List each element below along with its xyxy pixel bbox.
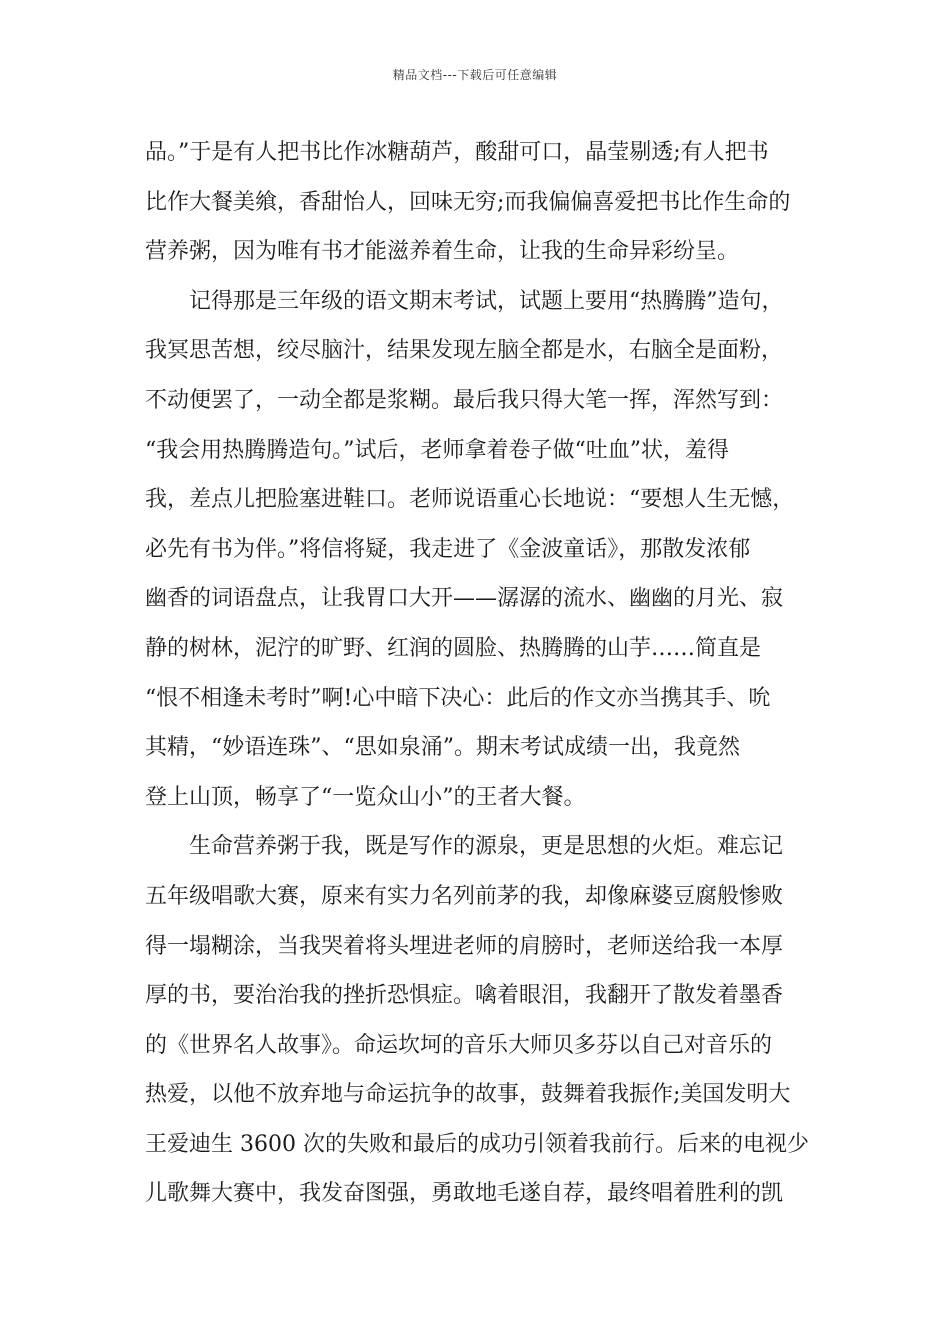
text-line: 不动便罢了，一动全都是浆糊。最后我只得大笔一挥，浑然写到： [145,387,784,413]
text-line: 厚的书，要治治我的挫折恐惧症。噙着眼泪，我翻开了散发着墨香 [145,983,784,1009]
text-line: 必先有书为伴。”将信将疑，我走进了《金波童话》，那散发浓郁 [145,536,751,562]
document-body [145,128,811,1219]
text-line: 王爱迪生 3600 次的失败和最后的成功引领着我前行。后来的电视少 [145,1131,809,1157]
text-line: 我，差点儿把脸塞进鞋口。老师说语重心长地说：“要想人生无憾， [145,487,795,513]
text-line: 登上山顶，畅享了“一览众山小”的王者大餐。 [145,784,586,810]
text-line: 的《世界名人故事》。命运坎坷的音乐大师贝多芬以自己对音乐的 [145,1032,773,1058]
page-header: 精品文档---下载后可任意编辑 [392,68,558,82]
paragraph-first-line: 生命营养粥于我，既是写作的源泉，更是思想的火炬。难忘记 [189,834,784,860]
text-line: 幽香的词语盘点，让我胃口大开——潺潺的流水、幽幽的月光、寂 [145,586,784,612]
text-line: 儿歌舞大赛中，我发奋图强，勇敢地毛遂自荐，最终唱着胜利的凯 [145,1181,784,1207]
text-line: 品。”于是有人把书比作冰糖葫芦，酸甜可口，晶莹剔透;有人把书 [145,140,769,165]
text-line: 静的树林，泥泞的旷野、红润的圆脸、热腾腾的山芋……简直是 [145,635,762,661]
text-line: 我冥思苦想，绞尽脑汁，结果发现左脑全都是水，右脑全是面粉， [145,338,784,364]
text-line: “恨不相逢未考时”啊!心中暗下决心：此后的作文亦当携其手、吮 [145,685,771,711]
text-line: 五年级唱歌大赛，原来有实力名列前茅的我，却像麻婆豆腐般惨败 [145,883,784,909]
text-line: 比作大餐美飨，香甜怡人，回味无穷;而我偏偏喜爱把书比作生命的 [145,189,791,215]
text-line: 热爱，以他不放弃地与命运抗争的故事，鼓舞着我振作;美国发明大 [145,1082,791,1108]
text-line: “我会用热腾腾造句。”试后，老师拿着卷子做“吐血”状，羞得 [145,437,729,463]
text-line: 得一塌糊涂，当我哭着将头埋进老师的肩膀时，老师送给我一本厚 [145,933,784,959]
text-line: 其精，“妙语连珠”、“思如泉涌”。期末考试成绩一出，我竟然 [145,735,740,761]
paragraph-first-line: 记得那是三年级的语文期末考试，试题上要用“热腾腾”造句， [189,288,784,314]
text-line: 营养粥，因为唯有书才能滋养着生命，让我的生命异彩纷呈。 [145,239,740,265]
